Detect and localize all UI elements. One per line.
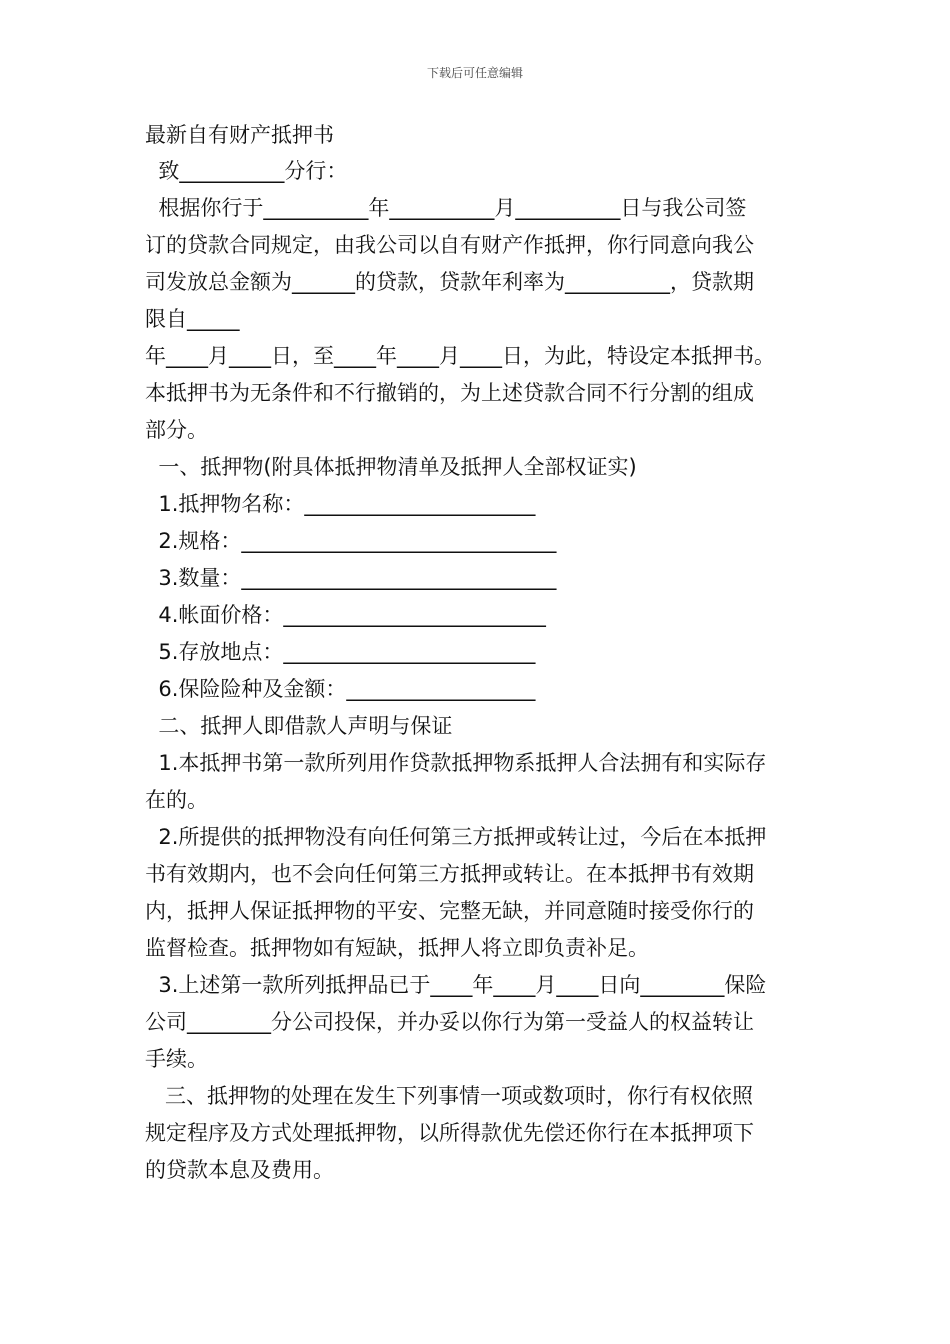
collateral-spec-field: 2.规格：______________________________ [145,529,557,553]
body-line: 1.本抵押书第一款所列用作贷款抵押物系抵押人合法拥有和实际存 [145,751,767,775]
body-line: 2.所提供的抵押物没有向任何第三方抵押或转让过，今后在本抵押 [145,825,767,849]
page-header-note: 下载后可任意编辑 [426,66,523,80]
body-line: 公司________分公司投保，并办妥以你行为第一受益人的权益转让 [145,1010,754,1034]
section-heading-3: 三、抵押物的处理在发生下列事情一项或数项时，你行有权依照 [145,1084,754,1108]
body-line: 限自_____ [145,307,240,331]
insurance-field: 6.保险险种及金额：__________________ [145,677,536,701]
body-line: 书有效期内，也不会向任何第三方抵押或转让。在本抵押书有效期 [145,862,754,886]
body-line: 的贷款本息及费用。 [145,1158,334,1182]
body-line: 部分。 [145,418,208,442]
body-line: 手续。 [145,1047,208,1071]
collateral-book-value-field: 4.帐面价格：_________________________ [145,603,546,627]
body-line: 本抵押书为无条件和不行撤销的，为上述贷款合同不行分割的组成 [145,381,754,405]
body-line: 在的。 [145,788,208,812]
body-line: 司发放总金额为______的贷款，贷款年利率为__________，贷款期 [145,270,754,294]
body-line: 内，抵押人保证抵押物的平安、完整无缺，并同意随时接受你行的 [145,899,754,923]
body-line: 规定程序及方式处理抵押物，以所得款优先偿还你行在本抵押项下 [145,1121,754,1145]
collateral-quantity-field: 3.数量：______________________________ [145,566,557,590]
body-line: 监督检查。抵押物如有短缺，抵押人将立即负责补足。 [145,936,649,960]
document-body [145,118,817,1189]
body-line: 年____月____日，至____年____月____日，为此，特设定本抵押书。 [145,344,775,368]
body-line: 3.上述第一款所列抵押品已于____年____月____日向________保险 [145,973,767,997]
section-heading-1: 一、抵押物(附具体抵押物清单及抵押人全部权证实) [145,455,637,479]
document-title: 最新自有财产抵押书 [145,123,334,147]
addressee-line: 致__________分行： [145,159,348,183]
body-line: 根据你行于__________年__________月__________日与我公司签 [145,196,747,220]
collateral-location-field: 5.存放地点：________________________ [145,640,536,664]
section-heading-2: 二、抵押人即借款人声明与保证 [145,714,453,738]
body-line: 订的贷款合同规定，由我公司以自有财产作抵押，你行同意向我公 [145,233,754,257]
collateral-name-field: 1.抵押物名称：______________________ [145,492,536,516]
